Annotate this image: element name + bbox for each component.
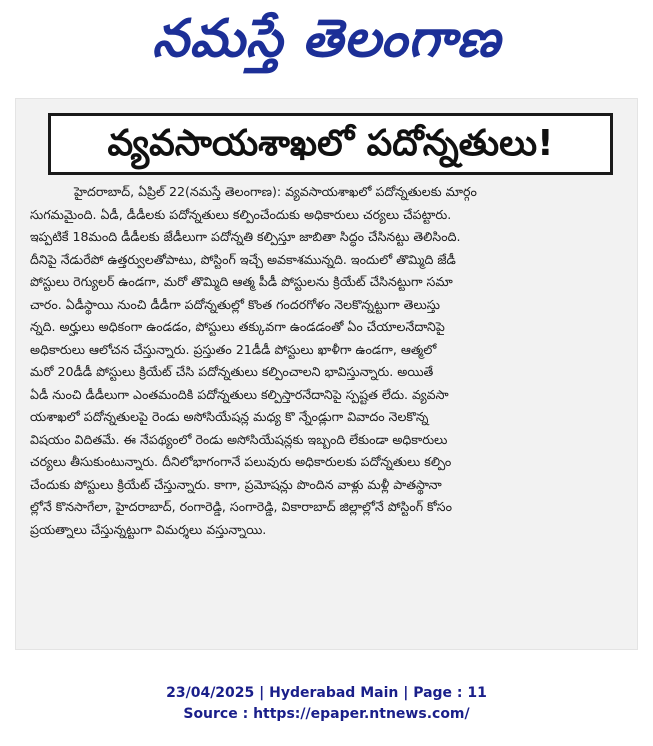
article-clipping <box>15 98 638 650</box>
article-line: విషయం విదితమే. ఈ నేపథ్యంలో రెండు అసోసియేషన్లకు ఇబ్బంది లేకుండా అధికారులు <box>30 431 448 447</box>
article-line: అధికారులు ఆలోచన చేస్తున్నారు. ప్రస్తుతం 21డీడీ పోస్టులు ఖాళీగా ఉండగా, ఆత్మలో <box>30 341 437 357</box>
footer-source: Source : https://epaper.ntnews.com/ <box>183 706 470 722</box>
article-line: హైదరాబాద్, ఏప్రిల్ 22(నమస్తే తెలంగాణ): వ్యవసాయశాఖలో పదోన్నతులకు మార్గం <box>74 184 477 199</box>
article-line: చర్యలు తీసుకుంటున్నారు. దీనిలోభాగంగానే పలువురు అధికారులకు పదోన్నతులు కల్పిం <box>30 454 452 469</box>
article-line: న్నది. అర్హులు అధికంగా ఉండడం, పోస్టులు తక్కువగా ఉండడంతో ఏం చేయాలనేదానిపై <box>30 319 445 334</box>
article-body <box>30 181 626 643</box>
article-line: ఇప్పటికే 18మంది డీడీలకు జేడీలుగా పదోన్నతి కల్పిస్తూ జాబితా సిద్ధం చేసినట్టు తెలిసింది. <box>30 229 461 244</box>
footer-date-edition: 23/04/2025 | Hyderabad Main | Page : 11 <box>166 685 487 701</box>
article-line: ల్లోనే కొనసాగేలా, హైదరాబాద్, రంగారెడ్డి, సంగారెడ్డి, వికారాబాద్ జిల్లాల్లోనే పోస్టింగ్ కోసం <box>30 499 453 514</box>
article-line: పోస్టులు రెగ్యులర్ ఉండగా, మరో తొమ్మిది ఆత్మ పీడీ పోస్టులను క్రియేట్ చేసినట్టుగా సమా <box>30 274 453 289</box>
headline-box <box>48 113 613 175</box>
article-line: చారం. ఏడీస్థాయి నుంచి డీడీగా పదోన్నతుల్లో కొంత గందరగోళం నెలకొన్నట్టుగా తెలుస్తు <box>30 296 440 312</box>
footer <box>0 683 653 725</box>
article-line: యశాఖలో పదోన్నతులపై రెండు అసోసియేషన్ల మధ్య కొ న్నేండ్లుగా వివాదం నెలకొన్న <box>30 409 429 424</box>
article-headline: వ్యవసాయశాఖలో పదోన్నతులు! <box>107 123 554 164</box>
article-line: ప్రయత్నాలు చేస్తున్నట్టుగా విమర్శలు వస్తున్నాయి. <box>30 521 267 537</box>
article-line: సుగమమైంది. ఏడీ, డీడీలకు పదోన్నతులు కల్పించేందుకు అధికారులు చర్యలు చేపట్టారు. <box>30 206 452 222</box>
article-line: చేందుకు పోస్టులు క్రియేట్ చేస్తున్నారు. కాగా, ప్రమోషన్లు పొందిన వాళ్లు మళ్లీ పాతస్థానా <box>30 476 442 492</box>
masthead <box>0 0 653 80</box>
article-line: దీనిపై నేడురేపో ఉత్తర్వులతోపాటు, పోస్టింగ్ ఇచ్చే అవకాశమున్నది. ఇందులో తొమ్మిది జేడీ <box>30 251 456 267</box>
newspaper-logo: నమస్తే తెలంగాణ <box>152 9 501 69</box>
article-line: ఏడీ నుంచి డీడీలుగా ఎంతమందికి పదోన్నతులు కల్పిస్తారనేదానిపై స్పష్టత లేదు. వ్యవసా <box>30 386 449 402</box>
article-line: మరో 20డీడీ పోస్టులు క్రియేట్ చేసి పదోన్నతులు కల్పించాలని భావిస్తున్నారు. అయితే <box>30 364 434 379</box>
